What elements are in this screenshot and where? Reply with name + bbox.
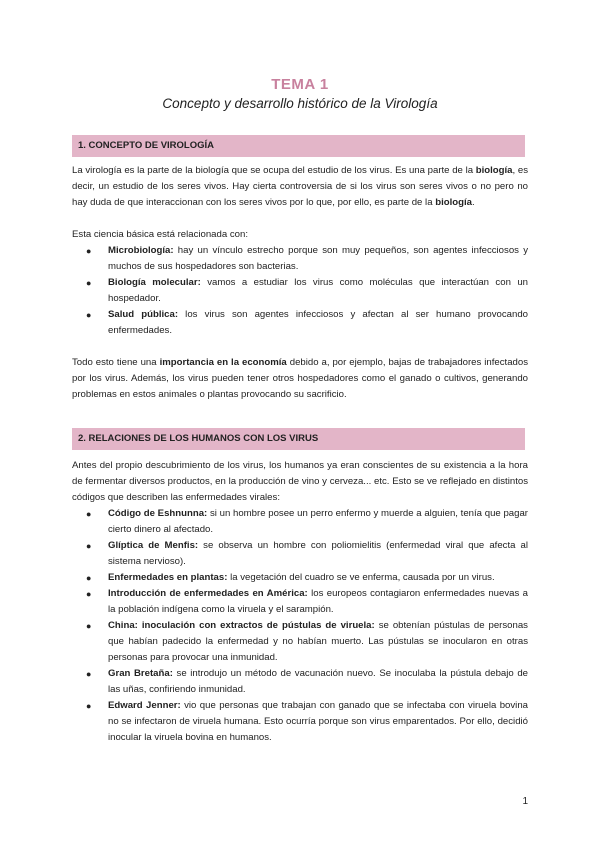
- bold-term: Código de Eshnunna:: [108, 508, 208, 519]
- text-run: se introdujo un método de vacunación nuevo. Se inoculaba la pústula debajo de las uñas, confiriendo inmunidad.: [108, 668, 528, 695]
- text-run: se observa un hombre con poliomielitis (enfermedad viral que afecta al sistema nervioso).: [108, 540, 528, 567]
- list-item: [72, 618, 528, 666]
- bullet-icon: ●: [86, 701, 92, 711]
- paragraph: Antes del propio descubrimiento de los virus, los humanos ya eran conscientes de su existencia a la hora de fermentar diversos productos, en la producción de vino y cerveza... etc. Esto se ve reflejado en distintos códigos que describen las enfermedades virales:: [72, 460, 528, 503]
- text-run: Todo esto tiene una: [72, 357, 160, 368]
- bold-term: biología: [435, 197, 472, 208]
- document-title: TEMA 1: [271, 76, 329, 93]
- text-run: si un hombre posee un perro enfermo y muerde a alguien, tenía que pagar cierto dinero al afectado.: [108, 508, 528, 535]
- paragraph: Esta ciencia básica está relacionada con:: [72, 229, 248, 240]
- text-run: .: [471, 197, 475, 208]
- paragraph: [72, 355, 528, 403]
- bold-term: Enfermedades en plantas:: [108, 572, 228, 583]
- text-run: vio que personas que trabajan con ganado que se infectaba con viruela bovina no se infectaron de viruela humana. Esto ocurría porque son virus emparentados. Por ello, decidió inocular la viruela bovina en humanos.: [108, 700, 528, 743]
- bullet-icon: ●: [86, 573, 92, 583]
- bold-term: importancia en la economía: [159, 357, 287, 368]
- list-item: [72, 506, 528, 538]
- text-run: , es decir, un estudio de los seres vivos. Hay cierta controversia de si los virus son seres vivos o no pero no hay duda de que interaccionan con los seres vivos por lo que, por ello, es parte de la: [72, 165, 529, 208]
- list-item: [72, 243, 528, 275]
- bullet-icon: ●: [86, 669, 92, 679]
- bold-term: Introducción de enfermedades en América:: [108, 588, 308, 599]
- bullet-list: [72, 243, 528, 339]
- section-1-heading: 1. CONCEPTO DE VIROLOGÍA: [72, 135, 525, 157]
- text-run: se obtenían pústulas de personas que habían padecido la enfermedad y no habían muerto. Las pústulas se inocularon en otras personas para provocar una inmunidad.: [108, 620, 528, 663]
- text-run: los virus son agentes infecciosos y afectan al ser humano provocando enfermedades.: [108, 309, 528, 336]
- page-number: 1: [522, 796, 528, 807]
- document-subtitle: Concepto y desarrollo histórico de la Virología: [162, 96, 438, 111]
- list-item: [72, 538, 528, 570]
- list-item: [72, 698, 528, 746]
- section-2-body: [72, 458, 528, 746]
- bold-term: China: inoculación con extractos de pústulas de viruela:: [108, 620, 375, 631]
- section-2-heading: 2. RELACIONES DE LOS HUMANOS CON LOS VIRUS: [72, 428, 525, 450]
- bullet-icon: ●: [86, 246, 92, 256]
- section-1-body: [72, 163, 528, 403]
- text-run: debido a, por ejemplo, bajas de trabajadores infectados por los virus. Además, los virus pueden tener otros hospedadores como el ganado o cultivos, generando problemas en estos animales o plantas provocando su sacrificio.: [72, 357, 528, 400]
- bullet-icon: ●: [86, 589, 92, 599]
- bold-term: Salud pública:: [108, 309, 179, 320]
- list-item: [72, 307, 528, 339]
- bold-term: Glíptica de Menfis:: [108, 540, 199, 551]
- list-item: [72, 275, 528, 307]
- list-item: [72, 586, 528, 618]
- bullet-icon: ●: [86, 541, 92, 551]
- bold-term: Edward Jenner:: [108, 700, 181, 711]
- text-run: hay un vínculo estrecho porque son muy pequeños, son agentes infecciosos y muchos de sus hospedadores son bacterias.: [108, 245, 528, 272]
- paragraph: [72, 163, 528, 211]
- text-run: La virología es la parte de la biología que se ocupa del estudio de los virus. Es una parte de la: [72, 165, 476, 176]
- text-run: la vegetación del cuadro se ve enferma, causada por un virus.: [227, 572, 495, 583]
- text-run: los europeos contagiaron enfermedades nuevas a la población indígena como la viruela y el sarampión.: [108, 588, 528, 615]
- bullet-icon: ●: [86, 509, 92, 519]
- bold-term: Gran Bretaña:: [108, 668, 173, 679]
- bold-term: biología: [475, 165, 513, 176]
- bullet-icon: ●: [86, 621, 92, 631]
- bullet-icon: ●: [86, 310, 92, 320]
- list-item: [72, 666, 528, 698]
- bold-term: Biología molecular:: [108, 277, 201, 288]
- text-run: vamos a estudiar los virus como moléculas que interactúan con un hospedador.: [108, 277, 529, 304]
- bold-term: Microbiología:: [108, 245, 174, 256]
- bullet-list: [72, 506, 528, 746]
- list-item: [72, 570, 528, 586]
- bullet-icon: ●: [86, 278, 92, 288]
